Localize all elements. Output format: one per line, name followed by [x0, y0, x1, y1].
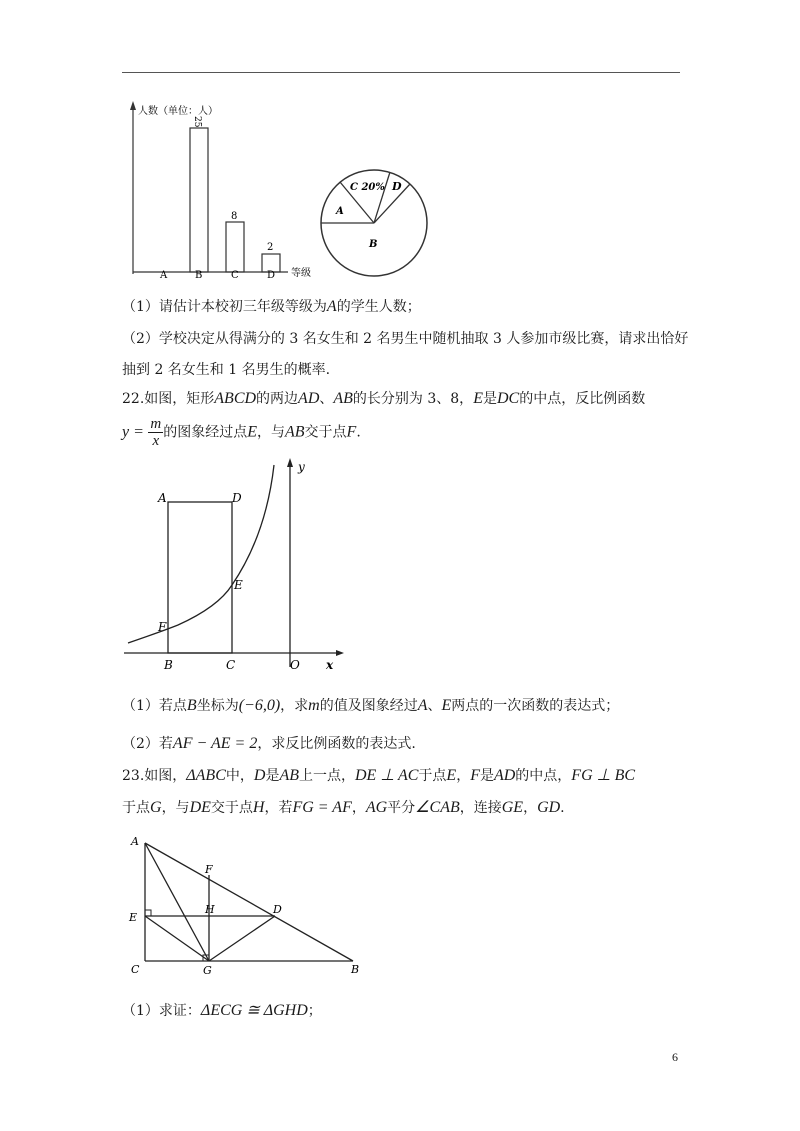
point-label: E	[234, 578, 243, 592]
x-axis-label: 等级	[291, 268, 311, 279]
header-rule	[122, 72, 680, 73]
tick-label: D	[267, 270, 276, 281]
pie-chart	[318, 162, 430, 284]
bar-value-label: 25	[192, 116, 202, 128]
point-label: B	[164, 658, 173, 672]
segment-GE	[145, 916, 209, 961]
bar-C	[226, 222, 244, 272]
rectangle-ABCD	[168, 502, 232, 653]
point-label: F	[205, 863, 213, 876]
tick-label: B	[195, 270, 203, 281]
q22-figure	[118, 455, 348, 675]
point-label: x	[326, 658, 334, 672]
tick-label: C	[231, 270, 239, 281]
y-axis-arrow-icon	[287, 458, 293, 467]
bar-B	[190, 128, 208, 272]
point-label: G	[203, 964, 212, 977]
pie-label: D	[392, 180, 402, 193]
fraction: $\frac{m}{x}$	[150, 416, 162, 449]
page-number: 6	[672, 1050, 678, 1064]
point-label: C	[226, 658, 236, 672]
q23-line2: 于点G，与DE交于点H，若FG = AF，AG平分∠CAB，连接GE，GD.	[122, 799, 565, 816]
q23-part1: （1）求证：ΔECG ≅ ΔGHD；	[122, 1002, 322, 1019]
pie-label: A	[336, 206, 344, 217]
pie-divider	[374, 172, 390, 223]
q22-part1: （1）若点B坐标为(−6,0)，求m的值及图象经过A、E两点的一次函数的表达式；	[122, 697, 620, 714]
bar-value-label: 2	[267, 242, 274, 253]
hyperbola-curve	[128, 465, 274, 643]
q21-part2-line1: （2）学校决定从得满分的 3 名女生和 2 名男生中随机抽取 3 人参加市级比赛，请求出恰好	[122, 331, 689, 347]
point-label: E	[129, 911, 138, 924]
pie-label: C 20%	[350, 182, 385, 193]
point-label: A	[131, 835, 139, 848]
point-label: D	[273, 903, 282, 916]
q22-line2: y = $\frac{m}{x}$ 的图象经过点E，与AB交于点F.	[122, 416, 361, 449]
point-label: A	[158, 491, 167, 505]
q21-part1: （1）请估计本校初三年级等级为A的学生人数；	[122, 298, 421, 315]
tick-label: A	[160, 270, 168, 281]
point-label: D	[232, 491, 242, 505]
bar-value-label: 8	[231, 211, 238, 222]
y-axis-arrow-icon	[130, 101, 136, 110]
q23-figure	[125, 833, 370, 981]
point-label: F	[158, 620, 167, 634]
point-label: B	[351, 963, 360, 976]
q23-line1: 23.如图，ΔABC中，D是AB上一点，DE ⊥ AC于点E，F是AD的中点，FG ⊥ BC	[122, 767, 636, 784]
point-label: C	[131, 963, 140, 976]
segment-GD	[209, 916, 275, 961]
q22-part2: （2）若AF − AE = 2，求反比例函数的表达式.	[122, 735, 416, 752]
q22-line1: 22.如图，矩形ABCD的两边AD、AB的长分别为 3、8，E是DC的中点，反比例函数	[122, 390, 646, 407]
bar-chart	[118, 98, 328, 283]
point-label: H	[205, 903, 215, 916]
pie-label: B	[369, 239, 378, 250]
point-label: O	[290, 658, 300, 672]
q21-part2-line2: 抽到 2 名女生和 1 名男生的概率.	[122, 362, 331, 378]
segment-AB	[145, 843, 353, 961]
point-label: y	[298, 460, 305, 474]
right-angle-mark	[145, 910, 151, 916]
y-axis-label: 人数（单位：人）	[138, 106, 218, 117]
x-axis-arrow-icon	[336, 650, 344, 656]
